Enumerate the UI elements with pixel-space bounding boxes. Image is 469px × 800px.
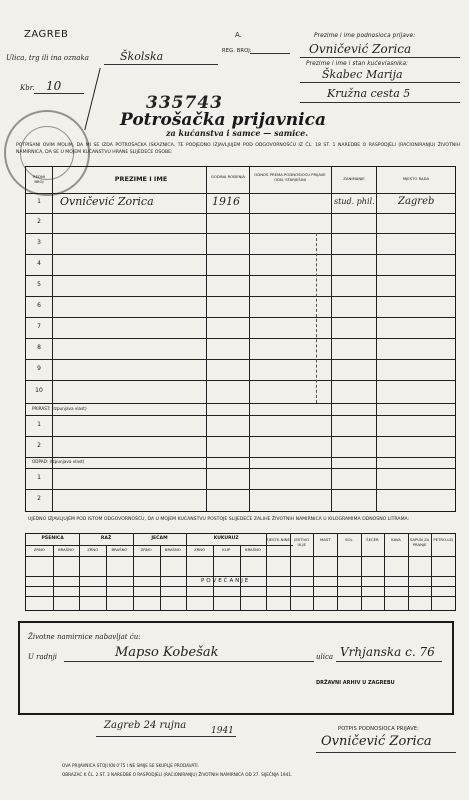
house-number-value: 10 [46, 79, 62, 93]
stock-sub-header: ZRNO [140, 547, 152, 552]
row-workplace: Zagreb [398, 196, 435, 207]
archive-stamp: DRŽAVNI ARHIV U ZAGREBU [316, 680, 395, 686]
col-header-number: REDNI BROJ [33, 174, 45, 184]
signature-value: Ovničević Zorica [321, 734, 432, 749]
purchase-label: Životne namirnice nabavljat ću: [28, 633, 141, 641]
reg-number-field[interactable] [250, 53, 290, 54]
form-title: Potrošačka prijavnica [120, 110, 326, 130]
stock-other-header: TJESTE-NINE [266, 537, 290, 542]
prirast-row-1: 1 [37, 421, 41, 428]
stock-sub-header: ZRNO [193, 547, 206, 552]
row-number: 10 [35, 386, 43, 394]
landlord-line[interactable] [300, 82, 460, 83]
col-header-birth-year: GODINA ROĐENJA [210, 174, 246, 179]
reg-number-label: REG. BROJ: [222, 48, 252, 54]
shop-label: U radnji [28, 653, 58, 661]
landlord-address-line[interactable] [300, 102, 460, 103]
stock-sub-header: BRAŠNO [58, 547, 74, 552]
shop-line[interactable] [64, 661, 314, 662]
stock-sub-header: KLIP [222, 547, 231, 552]
stock-other-header: MAST [319, 537, 331, 542]
date-value: Zagreb 24 rujna [104, 720, 187, 731]
odpad-label: ODPAD: (Izpunjava vlast) [32, 459, 85, 464]
row-number: 8 [37, 343, 41, 351]
stock-other-header: SAPUN ZA PRANJE [409, 537, 430, 547]
year-value: 1941 [211, 726, 234, 736]
street-label: Ulica, trg ili ina oznaka [6, 54, 89, 62]
row-number: 1 [37, 198, 41, 205]
odpad-row-2: 2 [37, 495, 41, 502]
stock-table [25, 533, 456, 611]
col-header-relation: ODNOS PREMA PODNOSIOCU PRIJAVE ODN. STARJEŠINI [254, 172, 326, 182]
row-number: 3 [37, 238, 41, 246]
row-number: 9 [37, 364, 41, 372]
row-number: 5 [37, 280, 41, 288]
form-subtitle: za kućanstva i samce — samice. [166, 128, 309, 138]
stock-group-header: RAŽ [100, 536, 112, 541]
relation-guide-line [316, 233, 317, 403]
signature-line[interactable] [316, 752, 456, 753]
prirast-row-2: 2 [37, 442, 41, 449]
stock-group-header: KUKURUZ [213, 536, 239, 541]
applicant-label: Prezime i ime podnosioca prijave: [314, 33, 416, 39]
col-header-occupation: ZANIMANJE [343, 176, 365, 181]
stock-other-header: SOL [345, 537, 353, 542]
landlord-address: Kružna cesta 5 [327, 87, 411, 100]
row-number: 6 [37, 301, 41, 309]
purchase-box [18, 621, 454, 715]
signature-label: POTPIS PODNOSIOCA PRIJAVE: [338, 726, 419, 732]
house-number-line[interactable] [34, 93, 84, 94]
prirast-label: PRIRAST: (Izpunjava vlast) [32, 406, 87, 411]
footer-line-2: OBRAZAC K ČL. 2 ST. 3 NAREDBE O RASPODJELI (RACIONIRANJU) ŽIVOTNIH NAMIRNICA OD 27. SIJEČNJA 1941. [62, 772, 293, 777]
stock-sub-header: BRAŠNO [164, 547, 181, 552]
intro-text: POTPISANI OVIM MOLIM, DA MI SE IZDA POTROŠAČKA ISKAZNICA, TE PODJEDNO IZJAVLJUJEM POD ODGOVORNOŠĆU IZ ČL. 18 ST. 1 NAREDBE O RASPODJELI (RACIONIRANJU) ŽIVOTNIH NAMIRNICA, DA SE U MOJEM KUĆANSTVU HRANE SLIJEDEĆE OSOBE: [16, 143, 460, 155]
applicant-value: Ovničević Zorica [309, 42, 412, 56]
stock-group-header: PŠENICA [41, 536, 64, 541]
purchase-street-value: Vrhjanska c. 76 [340, 645, 435, 659]
row-birth-year: 1916 [212, 195, 240, 208]
date-line[interactable] [96, 736, 236, 737]
stock-group-header: JEČAM [151, 536, 168, 541]
row-number: 2 [37, 218, 41, 225]
house-number-label: Kbr. [20, 84, 35, 92]
persons-table [25, 166, 456, 512]
stock-intro-text: UJEDNO IZJAVLJUJEM POD ISTOM ODGOVORNOŠĆU, DA U MOJEM KUĆANSTVU POSTOJE SLIJEDEĆE ZALIHE ŽIVOTNIH NAMIRNICA U KILOGRAMIMA ODNOSNO LITRAMA: [28, 517, 410, 522]
pen-stroke [84, 68, 100, 130]
row-number: 4 [37, 259, 41, 267]
number-stamp: 335743 [146, 93, 223, 113]
applicant-line[interactable] [300, 57, 460, 58]
row-name: Ovničević Zorica [60, 195, 154, 208]
stock-sub-header: ZRNO [33, 547, 45, 552]
stock-other-header: JESTIVO ULJE [294, 537, 310, 547]
odpad-row-1: 1 [37, 474, 41, 481]
district-letter: A. [235, 31, 242, 39]
street-value: Školska [120, 50, 164, 63]
street-field-line[interactable] [104, 64, 218, 65]
shop-value: Mapso Kobešak [115, 645, 219, 660]
stock-sub-header: ZRNO [87, 547, 99, 552]
city-name: ZAGREB [24, 29, 69, 40]
row-occupation: stud. phil. [334, 197, 375, 206]
street-label-purchase: ulica [316, 653, 334, 661]
landlord-value: Škabec Marija [322, 68, 403, 81]
row-number: 7 [37, 322, 41, 330]
stock-other-header: PETRO-LEJ [433, 537, 454, 542]
col-header-workplace: MJESTO RADA [402, 176, 430, 181]
stock-sub-header: BRAŠNO [111, 547, 128, 552]
stock-other-header: KAVA [391, 537, 401, 542]
col-header-name: PREZIME I IME [114, 175, 168, 183]
landlord-label: Prezime i ime i stan kućevlasnika: [306, 61, 409, 67]
purchase-street-line[interactable] [336, 661, 442, 662]
footer-line-1: OVA PRIJAVNICA STOJI KN 0'75 I NE SMIJE SE SKUPLJE PRODAVATI. [62, 763, 199, 768]
stock-other-header: ŠEĆER [366, 537, 379, 542]
stock-sub-header: BRAŠNO [244, 547, 261, 552]
increase-label: P O V E Ć A N J E [201, 578, 249, 584]
